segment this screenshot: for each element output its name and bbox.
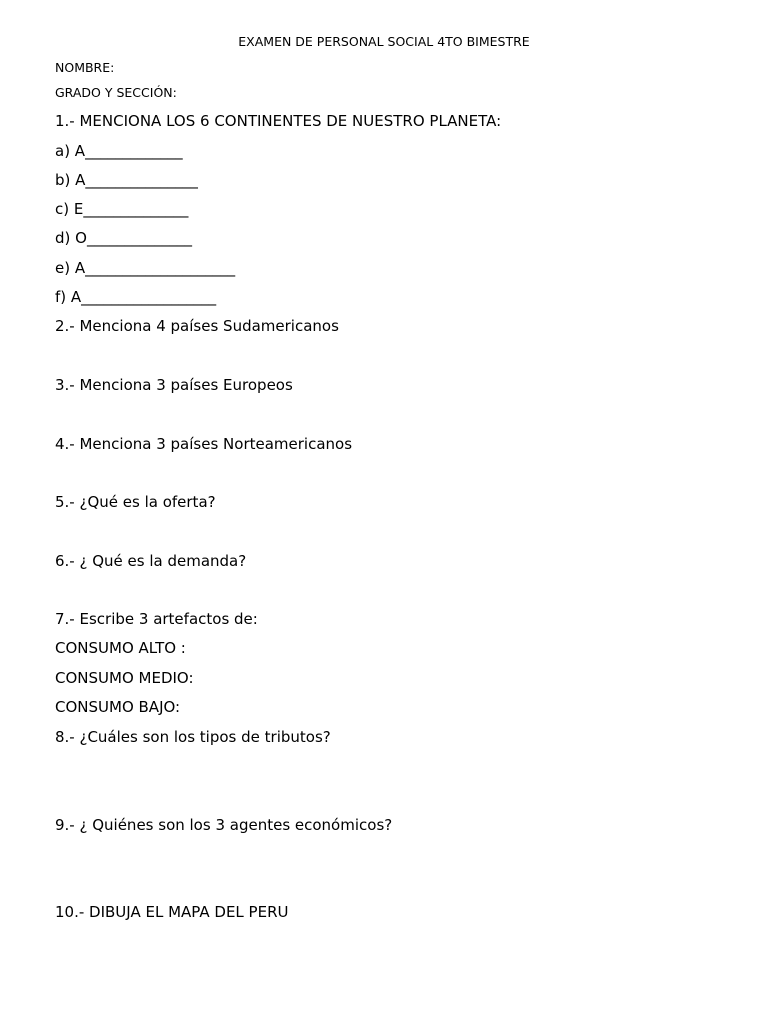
question-3: 3.- Menciona 3 países Europeos bbox=[55, 376, 293, 394]
question-2: 2.- Menciona 4 países Sudamericanos bbox=[55, 317, 339, 335]
grade-section-field-label: GRADO Y SECCIÓN: bbox=[55, 85, 177, 100]
q7-item-consumo-bajo: CONSUMO BAJO: bbox=[55, 698, 181, 716]
q1-option-c: c) E______________ bbox=[55, 200, 189, 218]
question-6: 6.- ¿ Qué es la demanda? bbox=[55, 552, 247, 570]
question-10: 10.- DIBUJA EL MAPA DEL PERU bbox=[55, 903, 289, 921]
question-9: 9.- ¿ Quiénes son los 3 agentes económicos? bbox=[55, 816, 393, 834]
question-5: 5.- ¿Qué es la oferta? bbox=[55, 493, 216, 511]
question-7: 7.- Escribe 3 artefactos de: bbox=[55, 610, 258, 628]
q7-item-consumo-medio: CONSUMO MEDIO: bbox=[55, 669, 194, 687]
question-1: 1.- MENCIONA LOS 6 CONTINENTES DE NUESTRO PLANETA: bbox=[55, 112, 502, 130]
q1-option-d: d) O______________ bbox=[55, 229, 192, 247]
q1-option-b: b) A_______________ bbox=[55, 171, 198, 189]
question-4: 4.- Menciona 3 países Norteamericanos bbox=[55, 435, 353, 453]
q1-option-e: e) A____________________ bbox=[55, 259, 236, 277]
question-8: 8.- ¿Cuáles son los tipos de tributos? bbox=[55, 728, 331, 746]
q7-item-consumo-alto: CONSUMO ALTO : bbox=[55, 639, 186, 657]
q1-option-a: a) A_____________ bbox=[55, 142, 183, 160]
name-field-label: NOMBRE: bbox=[55, 60, 115, 75]
q1-option-f: f) A__________________ bbox=[55, 288, 217, 306]
exam-title: EXAMEN DE PERSONAL SOCIAL 4TO BIMESTRE bbox=[238, 34, 530, 49]
